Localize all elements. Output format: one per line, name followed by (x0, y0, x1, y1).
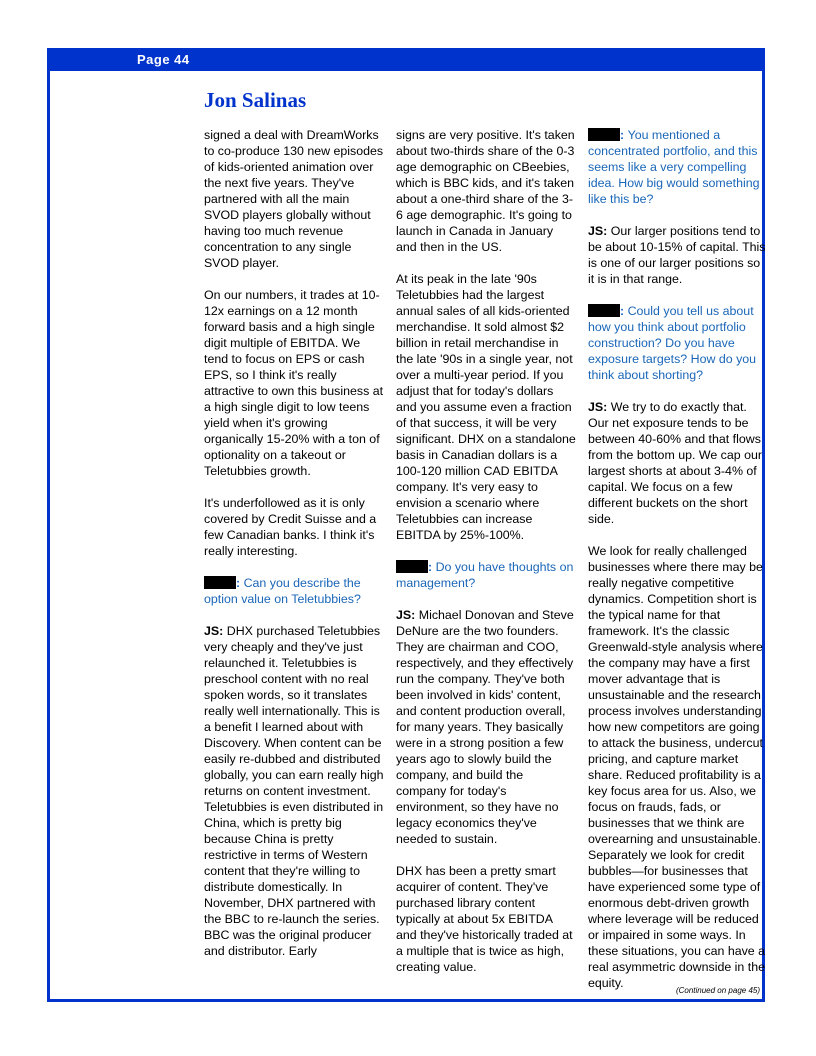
interview-answer (588, 399, 768, 527)
interview-answer (396, 607, 576, 847)
redacted-name (396, 560, 428, 573)
question-text: You mentioned a concentrated portfolio, and this seems like a very compelling idea. How big would something like this be? (588, 128, 760, 206)
redacted-name (204, 576, 236, 589)
body-paragraph: signed a deal with DreamWorks to co-produce 130 new episodes of kids-oriented animation over the next five years. They've partnered with all the main SVOD players globally without having too much revenue concentration to any single SVOD player. (204, 128, 384, 270)
interview-question: : You mentioned a concentrated portfolio, and this seems like a very compelling idea. How big would something like this be? (588, 128, 760, 206)
speaker-label: JS: (588, 400, 608, 414)
continued-note: (Continued on page 45) (675, 986, 760, 995)
redacted-name (588, 128, 620, 141)
interview-answer (588, 223, 768, 287)
interview-question: : Do you have thoughts on management? (396, 560, 574, 590)
answer-text: We try to do exactly that. Our net exposure tends to be between 40-60% and that flows from the bottom up. We cap our largest shorts at about 3-4% of capital. We focus on a few different buckets on the short side. (588, 400, 763, 526)
answer-text: Our larger positions tend to be about 10-15% of capital. This is one of our larger positions so it is in that range. (588, 224, 766, 286)
article-title: Jon Salinas (204, 88, 307, 112)
body-paragraph: signs are very positive. It's taken about two-thirds share of the 0-3 age demographic on CBeebies, which is BBC kids, and it's taken about a one-third share of the 3-6 age demographic. It's going to launch in Canada in January and then in the US. (396, 128, 575, 254)
column-3 (588, 127, 768, 1007)
speaker-label: JS: (588, 224, 608, 238)
answer-text: Michael Donovan and Steve DeNure are the two founders. They are chairman and COO, respectively, and they effectively run the company. They've both been involved in kids' content, and content production overall, for many years. They basically were in a strong position a few years ago to slowly build the company, and build the company for today's environment, so they have no legacy economics they've needed to sustain. (396, 608, 574, 846)
column-2 (396, 127, 576, 991)
body-paragraph: On our numbers, it trades at 10-12x earnings on a 12 month forward basis and a high single digit multiple of EBITDA. We tend to focus on EPS or cash EPS, so I think it's really attractive to own this business at a high single digit to low teens yield when it's growing organically 15-20% with a ton of optionality on a takeout or Teletubbies growth. (204, 288, 384, 478)
body-paragraph: It's underfollowed as it is only covered by Credit Suisse and a few Canadian banks. I think it's really interesting. (204, 496, 377, 558)
speaker-label: JS: (204, 624, 224, 638)
body-paragraph: DHX has been a pretty smart acquirer of content. They've purchased library content typically at about 5x EBITDA and they've historically traded at a multiple that is twice as high, creating value. (396, 864, 573, 974)
interview-question: : Can you describe the option value on Teletubbies? (204, 576, 361, 606)
interview-question: : Could you tell us about how you think about portfolio construction? Do you have exposure targets? How do you think about shorting? (588, 304, 757, 382)
question-text: Could you tell us about how you think about portfolio construction? Do you have exposure targets? How do you think about shorting? (588, 304, 757, 382)
speaker-label: JS: (396, 608, 416, 622)
interview-answer (204, 623, 384, 959)
body-paragraph: We look for really challenged businesses where there may be really negative competitive dynamics. Competition short is the typical name for that framework. It's the classic Greenwald-style analysis where the company may have a first mover advantage that is unsustainable and the research process involves understanding how new competitors are going to attack the business, undercut pricing, and capture market share. Reduced profitability is a key focus area for us. Also, we focus on frauds, fads, or businesses that we think are overearning and unsustainable. Separately we look for credit bubbles—for businesses that have experienced some type of enormous debt-driven growth where leverage will be reduced or impaired in some ways. In these situations, you can have a real asymmetric downside in the equity. (588, 544, 766, 990)
column-1 (204, 127, 384, 975)
answer-text: DHX purchased Teletubbies very cheaply and they've just relaunched it. Teletubbies is preschool content with no real spoken words, so it translates really well internationally. This is a benefit I learned about with Discovery. When content can be easily re-dubbed and distributed globally, you can earn really high returns on content investment. Teletubbies is even distributed in China, which is pretty big because China is pretty restrictive in terms of Western content that they're willing to distribute domestically. In November, DHX partnered with the BBC to re-launch the series. BBC was the original producer and distributor. Early (204, 624, 384, 958)
question-text: Can you describe the option value on Teletubbies? (204, 576, 361, 606)
redacted-name (588, 304, 620, 317)
question-text: Do you have thoughts on management? (396, 560, 574, 590)
body-paragraph: At its peak in the late '90s Teletubbies had the largest annual sales of all kids-oriented merchandise. It sold almost $2 billion in retail merchandise in the late '90s in a single year, not over a multi-year period. If you adjust that for today's dollars and you assume even a fraction of that success, it will be very significant. DHX on a standalone basis in Canadian dollars is a 100-120 million CAD EBITDA company. It's very easy to envision a scenario where Teletubbies can increase EBITDA by 25%-100%. (396, 272, 576, 542)
page-number: Page 44 (137, 52, 190, 67)
